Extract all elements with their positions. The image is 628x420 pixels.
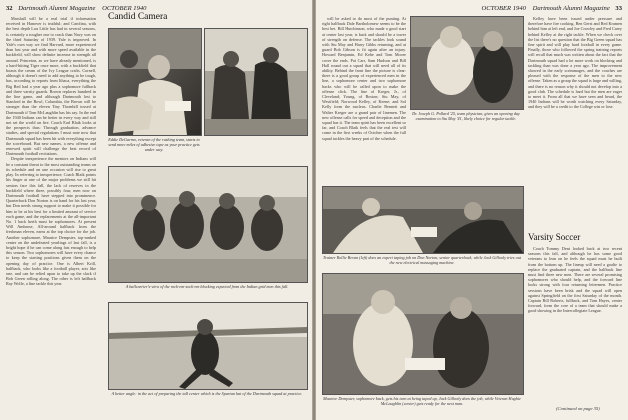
left-column-2-text: Despite inexperience the mentors on Indians will be a constant threat to the most outstanding teams on its schedule and on one occasion will rise to great play. In referring to inexperience, Coach Blaik points his finger at one of the major problems we still hit seniors face this fall, the lack of reserves in the backfield where three, possibly four, men now on Dartmouth football have stepped into prominence. Quarterback Don Norton is on hand for his last year, but Don needs strong support to make it possible for him to be at his best for a limited amount of service each game, and the replacements at the all-important No. 1 back berth must be sophomores. At present Will Ambrose, All-around halfback from the freshman eleven, earns at the top choice for the job. Another sophomore, Maurice Dempster, top-ranked center on the undefeated yearlings of last fall, is a bright hope if he can come along fast enough to help this season. Two sophomores will have every chance to keep the starting positions given them on the opening day of practice. One is Albert Krill, halfback, who looks like a football player, acts like one, and can be relied upon to take up the slack if Bob Green rolling along. The other is left halfback Ray Wolfe, a line tackle this year. [6, 156, 96, 287]
photo-6-image [323, 187, 523, 253]
right-text-column-1 [322, 16, 406, 182]
left-column-1-text: Marshall will be a real trial if information received in Hanover is truthful; and Carolina, with the best depth Lou Little has had in several seasons, is certainly a rougher one to crack than Navy was on the third Saturday of 1939. Yale is improved. In Yale's own way we find Harvard, more experienced than last year and with more speed available in the backfield, will show definite increase in strength all around. Princeton, as we have already mentioned, is a hard-hitting Tiger once more, with a backfield that boasts the cream of the Ivy League crafts. Cornell, although it doesn't need to add anything to be tough, has, according to reports from Ithaca, everything the Big Red had a year ago plus a sophomore fullback and three varsity guards. Brown replaces hundred in the line game, and although Dartmouth lost to Stanford in the Bowl, Columbia, the Brown will be stronger than the eleven Tiny Thornhill tossed at Dartmouth if Tom McLaughlin has his say. In the end the 1940 Indians can be better in every way and still not set the world on fire. Coach Earl Blaik looks at the prospects thus: Through graduation, advance studies, and special regulations I must note now that Dartmouth squad has been hit with everything except the scoreboard. But new names, a new offense and renewed spirit will challenge the best record of Dartmouth football recitations. [6, 16, 96, 157]
photo-eddie-degarmo [108, 28, 202, 136]
caption-photo-3: A better angle: in the act of preparing the tall center which is the Spartan hat of the Dartmouth squad at practice. [111, 391, 303, 396]
caption-photo-1: Eddie DeGarmo, veteran of the rushing team, starts to send more miles of adhesive tape as your practice gets under way. [108, 137, 200, 152]
right-issue: OCTOBER 1940 [481, 5, 526, 12]
soccer-text: Coach Tommy Dent looked back at two recent seasons this fall, and although he has some good veterans to lean on he feels the squad must be built from the bottom up. The lineup will need a goalie to replace the graduated captain, and the halfback line must find three new men. There are several promising sophomores who should help, and the forward line looks strong with four returning lettermen. Practice sessions have been brisk and the squad will open against Springfield on the first Saturday of the month. Captain Bill Roberts, fullback, and Tom Hayes, center forward, form the core of a team that should make a good showing in the Intercollegiate League. [528, 246, 622, 314]
caption-photo-2: A ballcarrier's-view of the rock-em-sock-em blocking expected from the Indian grid men this fall. [125, 284, 289, 289]
right-text-column-soccer [528, 246, 622, 402]
left-page [0, 0, 312, 420]
photo-kicker [108, 302, 308, 390]
photo-4-image [109, 303, 307, 389]
left-page-folio [6, 5, 146, 12]
photo-2-image [205, 29, 307, 135]
right-page [316, 0, 628, 420]
candid-camera-heading: Candid Camera [108, 12, 168, 22]
right-running-head: Dartmouth Alumni Magazine [532, 5, 610, 12]
caption-photo-4: Dr. Joseph G. Pollard '25, team physician, gives an opening day examination to Stu May '41, likely choice for regular tackle. [412, 111, 520, 121]
photo-blocking-view [204, 28, 308, 136]
left-issue: OCTOBER 1940 [102, 5, 147, 12]
caption-photo-5: Trainer Rollie Bevan (left) does an expert taping job on Don Norton, senior quarterback, while Jack Gillooly tries out the new electrical massaging machine. [323, 255, 521, 265]
photo-team-physician [410, 16, 524, 110]
right-column-1-text: will be asked to do most of the punting. At right halfback Dale Bartholomew seems to be the best bet. Bill Hutchinson, who made a good start at center last year, is back and should be a tower of strength on defense. The tackles look sound with Stu May and Harry Gibbs returning, and at guard Bob Gibson is fit again after an injury. Howard Benjamin, Ed Kebe and Tom Moore cover the ends. Pat Carr, Sam Hudson and Bill Hall round out a squad that will need all of its ability. Behind the front line the picture is clear: there is a good group of experienced men in the line, a sophomore center and two sophomore backs who will be called upon to make the offense click. The line of Kreger, Jr., of Cleveland; Young, of Boston; Stu May, of Westfield; Norwood Kelley, of Keene; and Sol Kelly form the nucleus. Charlie Bennett and Walter Kreger are a grand pair of linemen. The new offense calls for speed and deception and the squad has it. The team spirit has been excellent so far, and Coach Blaik feels that the real test will come in the first weeks of October when the full squad tackles the heavy part of the schedule. [322, 16, 406, 141]
photo-3-image [109, 167, 307, 282]
varsity-soccer-heading: Varsity Soccer [528, 232, 581, 242]
photo-dempster-taping [322, 273, 524, 395]
left-running-head: Dartmouth Alumni Magazine [18, 5, 96, 12]
right-page-number: 33 [615, 5, 622, 12]
continued-note: (Continued on page 35) [556, 406, 600, 411]
left-text-column-1 [6, 16, 96, 416]
right-column-2-text: Kelley have been issued under pressure and therefore have fire cooking. Ben Gerst and Red Kramen behind him at left end, and Joe Crowley and Fred Carey behind Kelley at the right tackle. When we check over the list there's no question that the Big Green squad has fine spirit and will play hard football in every game. Finally, those who followed the spring training reports will recall that much was written about the fact that the Dartmouth squad had a lot more work on blocking and tackling than was done a year ago. The improvement showed in the early scrimmages, and the coaches are pleased with the response of the men to the new offense. Taken as a group the squad is large and willing, and there is no reason why it should not develop into a good club. The schedule is hard but the men are eager to meet it. From all that we have seen and heard, the 1940 Indians will be worth watching every Saturday, and they will be a credit to the College win or lose. [528, 16, 622, 110]
photo-1-image [109, 29, 201, 135]
photo-5-image [411, 17, 523, 109]
left-page-number: 32 [6, 5, 13, 12]
caption-photo-6: Maurice Dempster, sophomore back, gets his turn at being taped up, Jack Gillooly does the job, while Veteran Hughie McLaughlin (center) gets ready for the next man. [323, 396, 521, 406]
right-page-folio [482, 5, 622, 12]
photo-trainer-taping [322, 186, 524, 254]
photo-7-image [323, 274, 523, 394]
photo-huddle [108, 166, 308, 283]
right-text-column-2 [528, 16, 622, 226]
